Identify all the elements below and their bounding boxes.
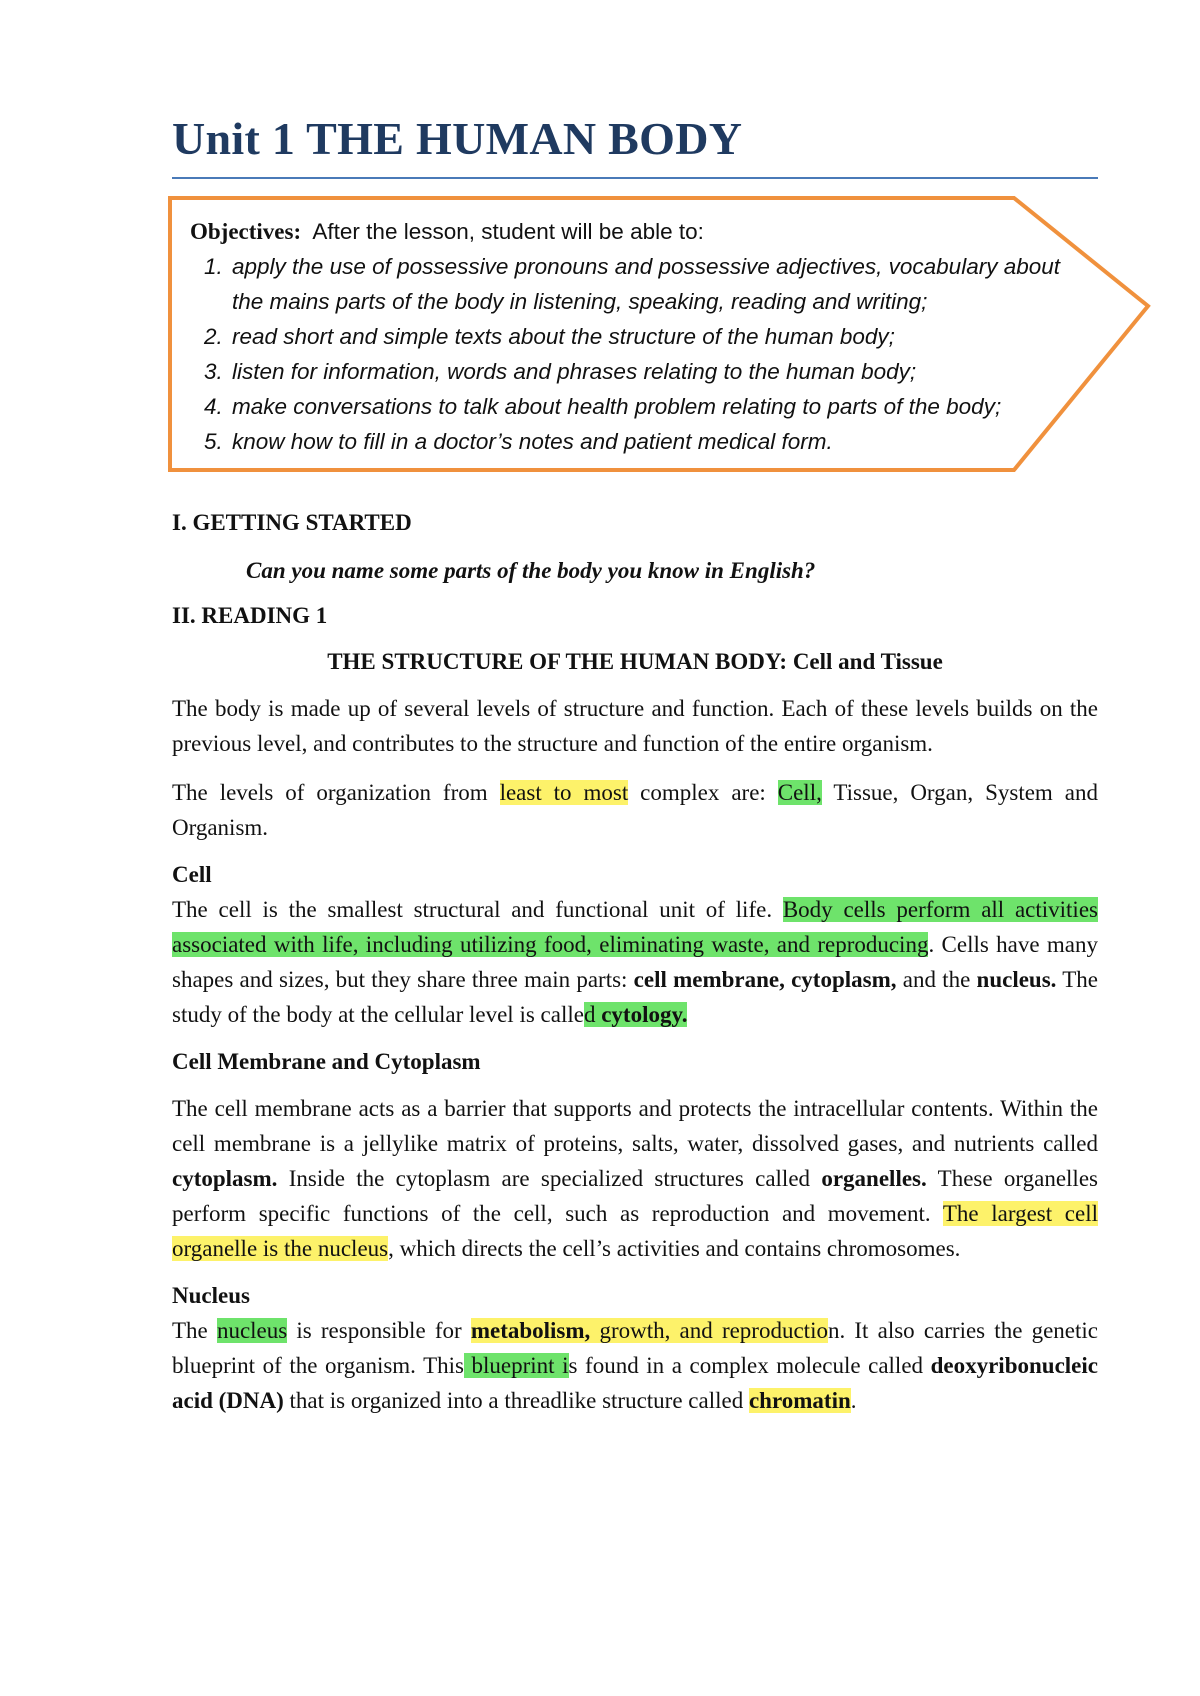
getting-started-heading: I. GETTING STARTED (172, 510, 412, 535)
highlight-yellow: The largest cell organelle is the nucleus (172, 1201, 1098, 1261)
objectives-box (190, 214, 1070, 459)
objective-item: 2. read short and simple texts about the structure of the human body; (204, 324, 895, 349)
highlight-yellow: least to most (499, 780, 629, 805)
objective-item: 1. apply the use of possessive pronouns and possessive adjectives, vocabulary about the mains parts of the body in listening, speaking, reading and writing; (204, 254, 1061, 314)
nucleus-heading: Nucleus (172, 1283, 250, 1308)
warmup-question: Can you name some parts of the body you know in English? (246, 558, 816, 583)
objectives-header (190, 214, 1070, 249)
reading-heading: II. READING 1 (172, 603, 328, 628)
highlight-green: nucleus (216, 1318, 288, 1343)
reading-title: THE STRUCTURE OF THE HUMAN BODY: Cell and Tissue (327, 649, 943, 674)
title-underline (172, 177, 1098, 179)
objective-item: 3. listen for information, words and phrases relating to the human body; (204, 359, 917, 384)
levels-paragraph: The levels of organization from least to most complex are: Cell, Tissue, Organ, System and Organism. (172, 780, 1098, 840)
highlight-green: cytology. (601, 1002, 688, 1027)
nucleus-paragraph: The nucleus is responsible for metabolism, growth, and reproduction. It also carries the genetic blueprint of the organism. This blueprint is found in a complex molecule called deoxyribonucleic acid (DNA) that is organized into a threadlike structure called chromatin. (172, 1318, 1098, 1413)
main-content (172, 505, 1098, 1418)
highlight-green: Cell, (777, 780, 822, 805)
objective-item: 5. know how to fill in a doctor’s notes and patient medical form. (204, 429, 833, 454)
cell-heading: Cell (172, 862, 212, 887)
highlight-yellow: chromatin (748, 1388, 851, 1413)
membrane-heading: Cell Membrane and Cytoplasm (172, 1049, 481, 1074)
cell-paragraph: The cell is the smallest structural and functional unit of life. Body cells perform all activities associated with life, including utilizing food, eliminating waste, and reproducing. Cells have many shapes and sizes, but they share three main parts: cell membrane, cytoplasm, and the nucleus. The study of the body at the cellular level is called cytology. (172, 897, 1098, 1027)
highlight-green: Body cells perform all activities associated with life, including utilizing food, eliminating waste, and reproducing (172, 897, 1098, 957)
objectives-label: Objectives: (190, 219, 302, 244)
intro-paragraph: The body is made up of several levels of structure and function. Each of these levels builds on the previous level, and contributes to the structure and function of the entire organism. (172, 696, 1098, 756)
highlight-green: blueprint i (463, 1353, 569, 1378)
membrane-paragraph: The cell membrane acts as a barrier that supports and protects the intracellular contents. Within the cell membrane is a jellylike matrix of proteins, salts, water, dissolved gases, and nutrients called cytoplasm. Inside the cytoplasm are specialized structures called organelles. These organelles perform specific functions of the cell, such as reproduction and movement. The largest cell organelle is the nucleus, which directs the cell’s activities and contains chromosomes. (172, 1096, 1098, 1261)
objectives-list (190, 249, 1070, 459)
objective-item: 4. make conversations to talk about health problem relating to parts of the body; (204, 394, 1002, 419)
objectives-intro: After the lesson, student will be able to: (312, 219, 704, 244)
highlight-yellow: metabolism, (470, 1318, 591, 1343)
unit-title: Unit 1 THE HUMAN BODY (172, 113, 743, 164)
